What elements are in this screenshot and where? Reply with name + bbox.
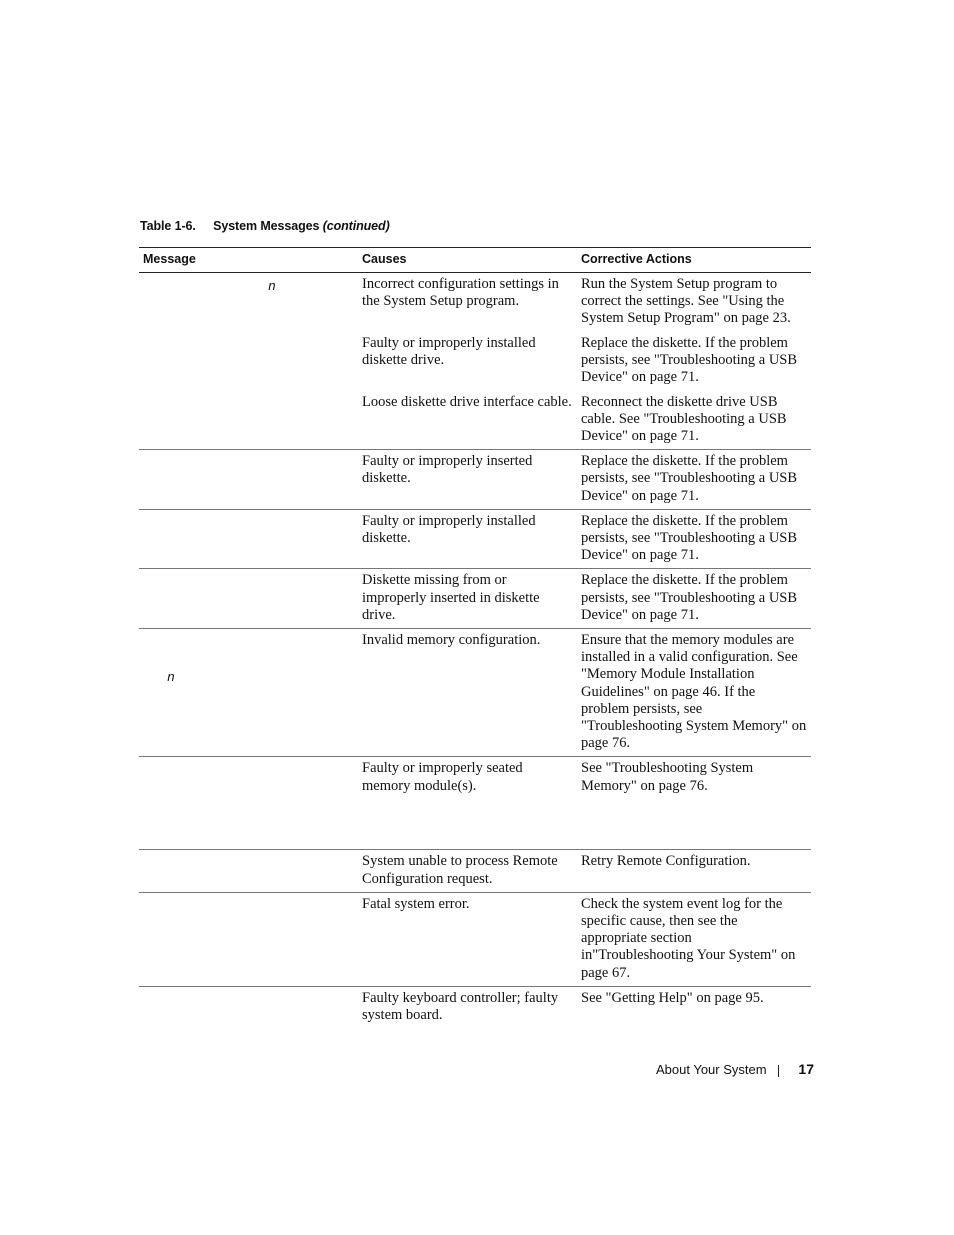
footer-section-title: About Your System (656, 1062, 767, 1077)
action-cell: Run the System Setup program to correct the settings. See "Using the System Setup Program" on page 23. (581, 276, 791, 327)
message-cell (139, 450, 358, 510)
cause-cell: Loose diskette drive interface cable. (358, 391, 577, 450)
cause-cell: Faulty or improperly seated memory module(s). (358, 757, 577, 850)
table-row (139, 569, 811, 629)
cause-cell: Faulty or improperly installed diskette. (358, 509, 577, 569)
column-header-corrective-actions: Corrective Actions (581, 252, 692, 266)
table-row (139, 850, 811, 892)
action-cell: Reconnect the diskette drive USB cable. See "Troubleshooting a USB Device" on page 71. (577, 391, 811, 450)
system-messages-table (139, 247, 811, 1028)
action-cell: Ensure that the memory modules are installed in a valid configuration. See "Memory Module Installation Guidelines" on page 46. If the problem persists, see "Troubleshooting System Memory" on page 76. (577, 629, 811, 757)
table-title: System Messages (213, 219, 320, 233)
cause-cell: Incorrect configuration settings in the System Setup program. (362, 276, 559, 310)
message-cell (139, 892, 358, 986)
action-cell: Replace the diskette. If the problem persists, see "Troubleshooting a USB Device" on page 71. (577, 450, 811, 510)
cause-cell: Invalid memory configuration. (358, 629, 577, 757)
table-row (139, 273, 811, 332)
table-number: Table 1-6. (140, 219, 196, 233)
variable-placeholder: n (167, 670, 175, 686)
footer-divider (778, 1065, 779, 1077)
cause-cell: System unable to process Remote Configuration request. (358, 850, 577, 892)
table-header-row (139, 248, 811, 273)
message-cell (139, 273, 358, 332)
table-row (139, 391, 811, 450)
message-cell (139, 850, 358, 892)
action-cell: Retry Remote Configuration. (577, 850, 811, 892)
action-cell: See "Troubleshooting System Memory" on page 76. (577, 757, 811, 850)
table-row (139, 629, 811, 757)
table-continued-label: (continued) (322, 219, 390, 233)
column-header-message: Message (143, 252, 196, 266)
action-cell: Replace the diskette. If the problem persists, see "Troubleshooting a USB Device" on page 71. (581, 334, 798, 386)
table-row (139, 986, 811, 1028)
column-header-causes: Causes (362, 252, 407, 266)
message-cell (139, 509, 358, 569)
cause-cell: Faulty or improperly inserted diskette. (358, 450, 577, 510)
page-number: 17 (798, 1061, 814, 1077)
table-row (139, 450, 811, 510)
message-cell (139, 757, 358, 850)
message-cell (139, 986, 358, 1028)
variable-placeholder: n (268, 279, 276, 294)
action-cell: Check the system event log for the specific cause, then see the appropriate section in"Troubleshooting Your System" on page 67. (577, 892, 811, 986)
table-caption (140, 219, 390, 233)
message-cell (139, 629, 358, 757)
cause-cell: Diskette missing from or improperly inserted in diskette drive. (358, 569, 577, 629)
table-row (139, 757, 811, 850)
action-cell: Replace the diskette. If the problem persists, see "Troubleshooting a USB Device" on page 71. (577, 509, 811, 569)
action-cell: Replace the diskette. If the problem persists, see "Troubleshooting a USB Device" on page 71. (577, 569, 811, 629)
page-footer (600, 1062, 814, 1080)
message-cell (139, 332, 358, 391)
table-row (139, 892, 811, 986)
cause-cell: Fatal system error. (358, 892, 577, 986)
cause-cell: Faulty or improperly installed diskette drive. (362, 334, 536, 368)
cause-cell: Faulty keyboard controller; faulty system board. (362, 989, 559, 1024)
table-row (139, 509, 811, 569)
message-cell (139, 569, 358, 629)
action-cell: See "Getting Help" on page 95. (581, 989, 764, 1006)
message-cell (139, 391, 358, 450)
table-row (139, 332, 811, 391)
